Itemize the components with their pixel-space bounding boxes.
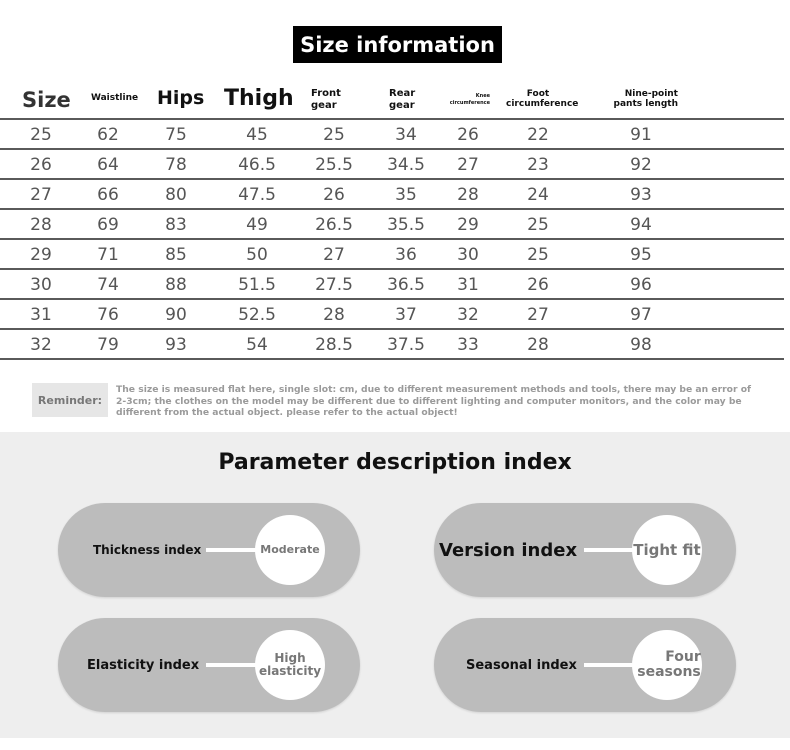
table-row [0, 268, 784, 298]
cell-length: 92 [630, 155, 652, 175]
cell-front-gear: 28 [323, 305, 345, 325]
cell-thigh: 45 [246, 125, 268, 145]
cell-foot: 24 [527, 185, 549, 205]
header-front-gear: Front gear [311, 88, 341, 111]
thickness-index-pill [58, 503, 360, 597]
parameter-section [0, 432, 790, 738]
cell-knee: 29 [457, 215, 479, 235]
cell-knee: 28 [457, 185, 479, 205]
size-information-title: Size information [293, 26, 502, 63]
header-waistline: Waistline [91, 93, 139, 103]
cell-rear-gear: 37 [395, 305, 417, 325]
cell-length: 96 [630, 275, 652, 295]
seasonal-index-label: Seasonal index [466, 657, 577, 673]
cell-hips: 78 [165, 155, 187, 175]
table-row [0, 238, 784, 268]
seasonal-index-value: Four seasons [632, 630, 702, 700]
cell-hips: 75 [165, 125, 187, 145]
cell-length: 91 [630, 125, 652, 145]
elasticity-index-label: Elasticity index [87, 657, 200, 673]
cell-foot: 28 [527, 335, 549, 355]
thickness-index-label: Thickness index [93, 543, 202, 557]
cell-knee: 30 [457, 245, 479, 265]
cell-waistline: 66 [97, 185, 119, 205]
size-table [0, 118, 784, 360]
header-knee-circumference: Knee circumference [449, 93, 490, 106]
cell-thigh: 52.5 [238, 305, 276, 325]
cell-size: 31 [30, 305, 52, 325]
cell-length: 97 [630, 305, 652, 325]
table-row [0, 298, 784, 328]
table-row [0, 178, 784, 208]
table-row [0, 328, 784, 360]
cell-knee: 27 [457, 155, 479, 175]
cell-waistline: 74 [97, 275, 119, 295]
cell-front-gear: 26.5 [315, 215, 353, 235]
version-index-label: Version index [439, 539, 578, 561]
cell-rear-gear: 37.5 [387, 335, 425, 355]
cell-foot: 22 [527, 125, 549, 145]
seasonal-index-pill [434, 618, 736, 712]
cell-knee: 32 [457, 305, 479, 325]
cell-size: 29 [30, 245, 52, 265]
table-row [0, 118, 784, 148]
cell-rear-gear: 34.5 [387, 155, 425, 175]
header-thigh: Thigh [224, 86, 294, 111]
cell-foot: 25 [527, 215, 549, 235]
cell-knee: 33 [457, 335, 479, 355]
cell-waistline: 71 [97, 245, 119, 265]
cell-size: 30 [30, 275, 52, 295]
thickness-index-value: Moderate [255, 515, 325, 585]
header-hips: Hips [157, 87, 205, 109]
cell-knee: 26 [457, 125, 479, 145]
version-index-pill [434, 503, 736, 597]
cell-thigh: 54 [246, 335, 268, 355]
cell-waistline: 62 [97, 125, 119, 145]
cell-length: 95 [630, 245, 652, 265]
reminder-label: Reminder: [32, 383, 108, 417]
table-row [0, 148, 784, 178]
header-rear-gear: Rear gear [389, 88, 416, 111]
cell-length: 93 [630, 185, 652, 205]
cell-foot: 27 [527, 305, 549, 325]
cell-hips: 88 [165, 275, 187, 295]
cell-front-gear: 28.5 [315, 335, 353, 355]
cell-length: 98 [630, 335, 652, 355]
cell-size: 26 [30, 155, 52, 175]
cell-knee: 31 [457, 275, 479, 295]
cell-front-gear: 25.5 [315, 155, 353, 175]
parameter-title: Parameter description index [218, 450, 572, 475]
cell-rear-gear: 34 [395, 125, 417, 145]
cell-thigh: 46.5 [238, 155, 276, 175]
cell-front-gear: 26 [323, 185, 345, 205]
connector-line [206, 663, 262, 667]
cell-waistline: 69 [97, 215, 119, 235]
cell-foot: 25 [527, 245, 549, 265]
connector-line [206, 548, 262, 552]
cell-hips: 93 [165, 335, 187, 355]
cell-hips: 83 [165, 215, 187, 235]
cell-waistline: 76 [97, 305, 119, 325]
reminder-text: The size is measured flat here, single slot: cm, due to different measurement methods and tools, there may be an error of 2-3cm; the clothes on the model may be different due to different lighting and computer monitors, and the color may be different from the actual object. please refer to the actual object! [116, 384, 752, 418]
cell-thigh: 47.5 [238, 185, 276, 205]
cell-size: 28 [30, 215, 52, 235]
cell-thigh: 50 [246, 245, 268, 265]
cell-rear-gear: 35 [395, 185, 417, 205]
cell-size: 27 [30, 185, 52, 205]
cell-rear-gear: 36 [395, 245, 417, 265]
version-index-value: Tight fit [632, 515, 702, 585]
cell-rear-gear: 35.5 [387, 215, 425, 235]
cell-length: 94 [630, 215, 652, 235]
cell-size: 32 [30, 335, 52, 355]
header-size: Size [22, 88, 71, 112]
elasticity-index-pill [58, 618, 360, 712]
cell-hips: 80 [165, 185, 187, 205]
elasticity-index-value: High elasticity [255, 630, 325, 700]
cell-foot: 23 [527, 155, 549, 175]
cell-rear-gear: 36.5 [387, 275, 425, 295]
cell-hips: 85 [165, 245, 187, 265]
cell-foot: 26 [527, 275, 549, 295]
cell-thigh: 51.5 [238, 275, 276, 295]
header-foot-circumference: Foot circumference [506, 89, 579, 109]
cell-front-gear: 27.5 [315, 275, 353, 295]
cell-front-gear: 25 [323, 125, 345, 145]
cell-front-gear: 27 [323, 245, 345, 265]
cell-waistline: 79 [97, 335, 119, 355]
cell-size: 25 [30, 125, 52, 145]
cell-thigh: 49 [246, 215, 268, 235]
cell-hips: 90 [165, 305, 187, 325]
table-row [0, 208, 784, 238]
header-nine-point-length: Nine-point pants length [613, 89, 678, 109]
cell-waistline: 64 [97, 155, 119, 175]
